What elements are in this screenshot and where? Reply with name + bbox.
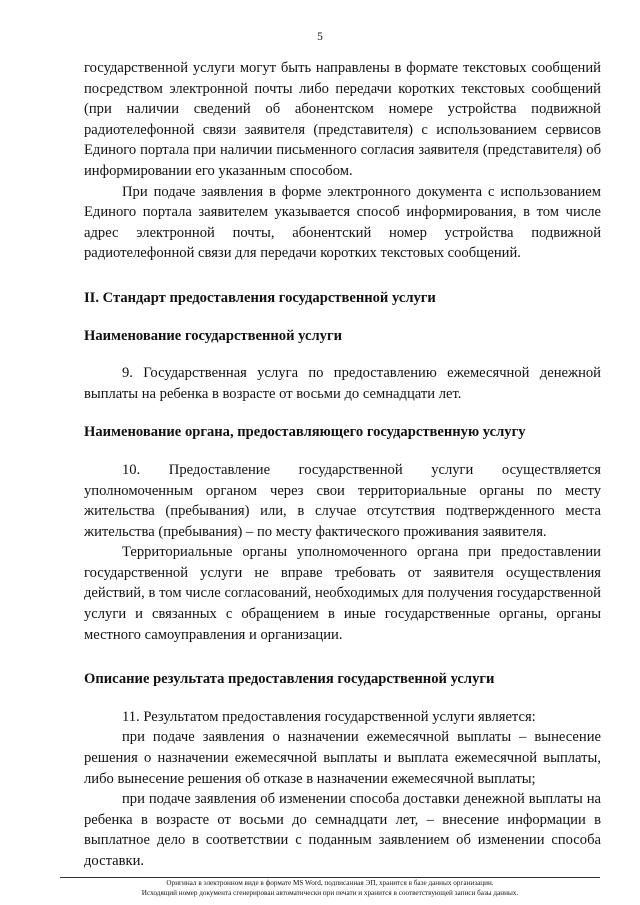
footer-note — [40, 878, 620, 898]
section-heading-standard: II. Стандарт предоставления государственной услуги — [84, 289, 436, 306]
paragraph-10-territorial: Территориальные органы уполномоченного органа при предоставлении государственной услуги не вправе требовать от заявителя осуществления действий, в том числе согласований, необходимых для получения государственной услуги и связанных с обращением в иные государственные органы, органы местного самоуправления и организации. — [84, 544, 601, 643]
page-number: 5 — [317, 31, 323, 43]
paragraph-9: 9. Государственная услуга по предоставлению ежемесячной денежной выплаты на ребенка в возрасте от восьми до семнадцати лет. — [84, 365, 601, 402]
paragraph-11-appointment: при подаче заявления о назначении ежемесячной выплаты – вынесение решения о назначении ежемесячной выплаты и выплата ежемесячной выплаты, либо вынесение решения об отказе в назначении ежемесячной выплаты; — [84, 729, 601, 787]
footer-line-outgoing-number: Исходящий номер документа сгенерирован автоматически при печати и хранится в соответствующей записи базы данных. — [141, 889, 519, 897]
paragraph-notification-methods: государственной услуги могут быть направлены в формате текстовых сообщений посредством электронной почты либо передачи коротких текстовых сообщений (при наличии сведений об абонентском номере устройства подвижной радиотелефонной связи заявителя (представителя) с использованием сервисов Единого портала при наличии письменного согласия заявителя (представителя) об информировании его указанным способом. — [84, 60, 601, 179]
document-body — [84, 58, 601, 872]
footer-line-original: Оригинал в электронном виде в формате MS Word, подписанная ЭП, хранится в базе данных организации. — [166, 879, 494, 887]
paragraph-11: 11. Результатом предоставления государственной услуги является: — [122, 708, 536, 725]
paragraph-11-delivery-change: при подаче заявления об изменении способа доставки денежной выплаты на ребенка в возрасте от восьми до семнадцати лет, – внесение информации в выплатное дело в соответствии с поданным заявлением об изменении способа доставки. — [84, 791, 601, 869]
subheading-result-description: Описание результата предоставления государственной услуги — [84, 671, 495, 688]
paragraph-electronic-submission: При подаче заявления в форме электронного документа с использованием Единого портала заявителем указывается способ информирования, в том числе адрес электронной почты, абонентский номер устройства подвижной радиотелефонной связи для передачи коротких текстовых сообщений. — [84, 183, 601, 262]
subheading-service-name: Наименование государственной услуги — [84, 327, 342, 344]
paragraph-10: 10. Предоставление государственной услуги осуществляется уполномоченным органом через свои территориальные органы по месту жительства (пребывания) или, в случае отсутствия подтвержденного места жительства (пребывания) – по месту фактического проживания заявителя. — [84, 461, 601, 540]
subheading-providing-organ: Наименование органа, предоставляющего государственную услугу — [84, 424, 526, 441]
